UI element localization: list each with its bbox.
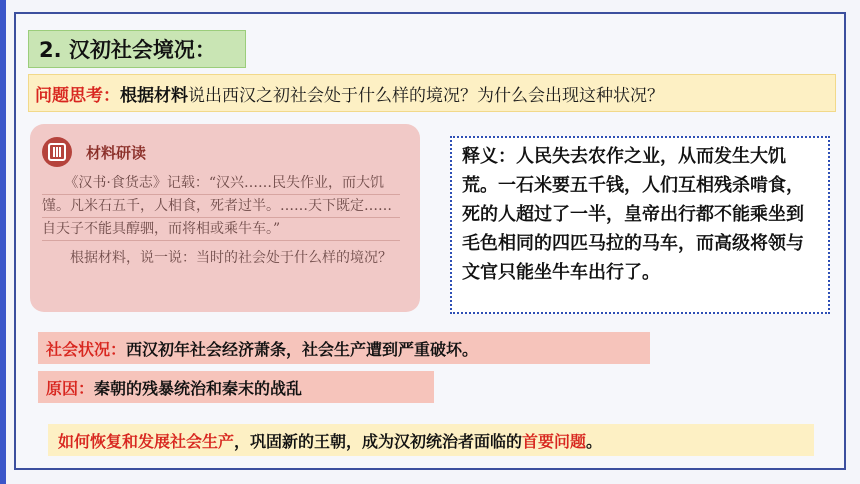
task-red-text-2: 首要问题 [522, 431, 587, 451]
task-banner [48, 424, 814, 456]
task-end-text: 。 [586, 431, 603, 451]
material-card-header [42, 134, 406, 170]
question-banner [28, 74, 836, 112]
social-status-box [38, 332, 650, 364]
task-middle-text: ，巩固新的王朝，成为汉初统治者面临的 [234, 431, 523, 451]
reason-text: 秦朝的残暴统治和秦末的战乱 [94, 378, 303, 398]
explanation-box [450, 136, 830, 314]
material-card-title: 材料研读 [86, 143, 147, 162]
question-label: 问题思考： [35, 85, 120, 106]
question-bold: 根据材料 [120, 85, 188, 106]
explanation-text: 释义：人民失去农作之业，从而发生大饥荒。一石米要五千钱，人们互相残杀啃食，死的人超过了一半，皇帝出行都不能乘坐到毛色相同的四匹马拉的马车，而高级将领与文官只能坐牛车出行了。 [462, 146, 804, 283]
material-quote: 《汉书·食货志》记载：“汉兴……民失作业，而大饥馑。凡米石五千，人相食，死者过半。……天下既定……自天子不能具醇驷，而将相或乘牛车。” [42, 172, 404, 241]
task-red-text-1: 如何恢复和发展社会生产 [58, 431, 235, 451]
reason-label: 原因： [46, 378, 95, 398]
question-text: 说出西汉之初社会处于什么样的境况？为什么会出现这种状况？ [188, 85, 664, 106]
left-accent-bar [0, 0, 6, 484]
social-status-text: 西汉初年社会经济萧条，社会生产遭到严重破坏。 [126, 339, 479, 359]
material-question: 根据材料，说一说：当时的社会处于什么样的境况？ [70, 250, 392, 266]
section-title [28, 30, 246, 68]
reason-box [38, 371, 434, 403]
book-stack-icon [42, 137, 72, 167]
social-status-label: 社会状况： [46, 339, 127, 359]
material-card [30, 124, 420, 312]
section-title-text: 2. 汉初社会境况： [39, 38, 216, 62]
